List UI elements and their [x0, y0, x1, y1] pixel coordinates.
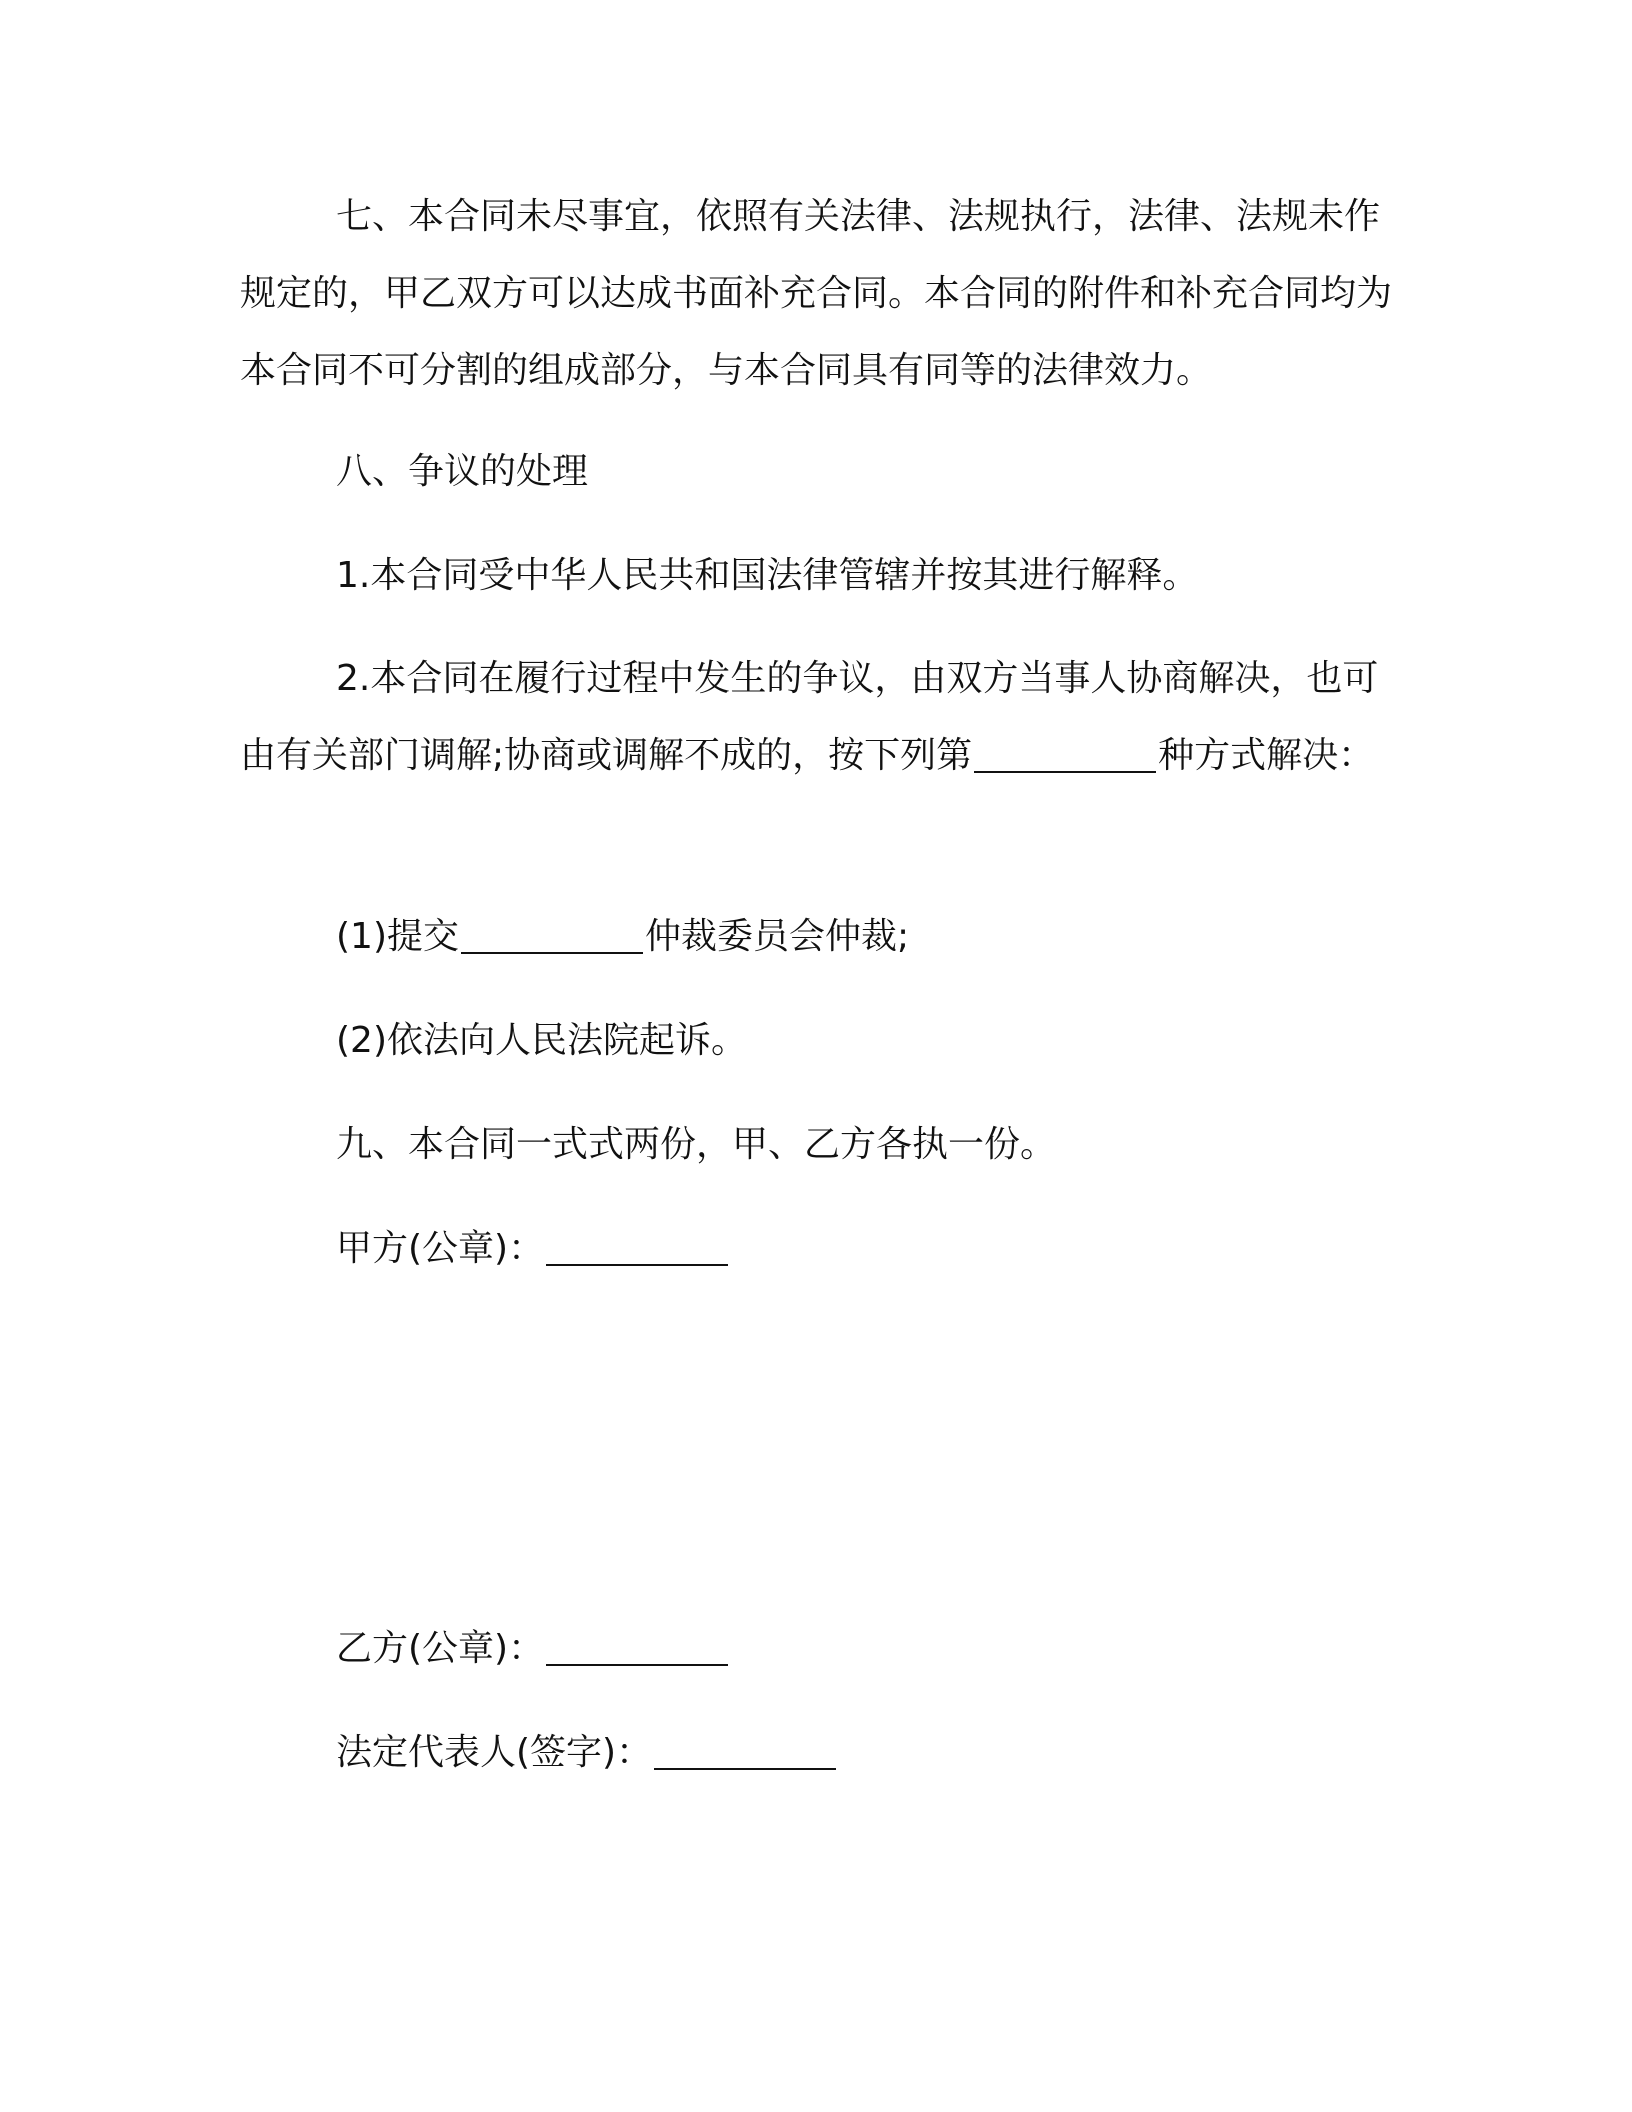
clause-8-2-text-before: 2.本合同在履行过程中发生的争议，由双方当事人协商解决，也可由有关部门调解;协商或调解不成的，按下列第: [240, 658, 1379, 776]
option-1: [336, 898, 909, 975]
party-b-signature: [336, 1610, 730, 1687]
party-a-label: 甲方(公章)：: [336, 1228, 545, 1269]
clause-9-text: 九、本合同一式式两份，甲、乙方各执一份。: [336, 1124, 1057, 1165]
legal-representative-signature: [336, 1714, 838, 1791]
party-a-signature: [336, 1210, 730, 1287]
clause-8-2-text-after: 种方式解决：: [1158, 735, 1375, 776]
clause-8-2: [240, 640, 1392, 794]
clause-8-1-text: 1.本合同受中华人民共和国法律管辖并按其进行解释。: [336, 555, 1199, 596]
clause-7: [240, 178, 1392, 409]
option-2-text: (2)依法向人民法院起诉。: [336, 1020, 747, 1061]
option-1-text-before: (1)提交: [336, 916, 459, 957]
clause-8-1: [336, 537, 1198, 614]
option-1-text-after: 仲裁委员会仲裁;: [645, 916, 910, 957]
arbitration-committee-blank[interactable]: [461, 922, 643, 954]
party-b-seal-blank[interactable]: [546, 1634, 728, 1666]
clause-9: [336, 1106, 1056, 1183]
clause-8-title: [336, 433, 588, 510]
party-b-label: 乙方(公章)：: [336, 1628, 545, 1669]
party-a-seal-blank[interactable]: [546, 1234, 728, 1266]
legal-rep-label: 法定代表人(签字)：: [336, 1732, 653, 1773]
dispute-method-blank[interactable]: [974, 741, 1156, 773]
legal-rep-signature-blank[interactable]: [654, 1738, 836, 1770]
option-2: [336, 1002, 747, 1079]
clause-8-title-text: 八、争议的处理: [336, 451, 589, 492]
clause-7-text: 七、本合同未尽事宜，依照有关法律、法规执行，法律、法规未作规定的，甲乙双方可以达成书面补充合同。本合同的附件和补充合同均为本合同不可分割的组成部分，与本合同具有同等的法律效力。: [240, 196, 1393, 391]
